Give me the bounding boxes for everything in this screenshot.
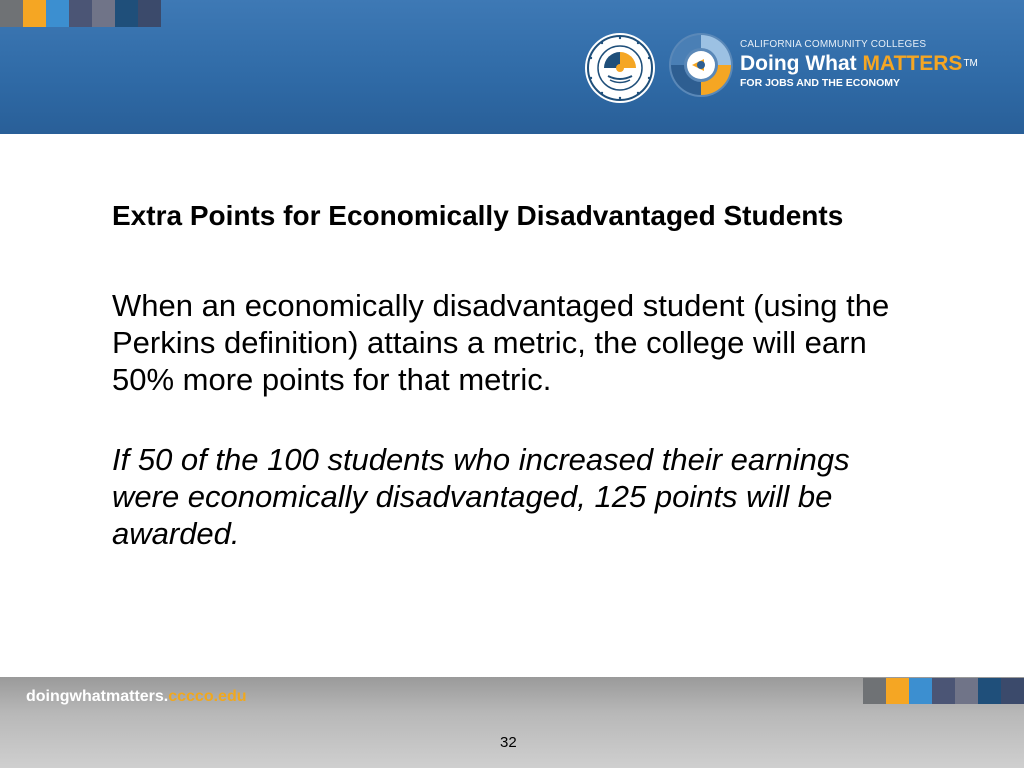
page-number: 32 <box>500 734 517 751</box>
color-square <box>978 678 1001 704</box>
footer-url-prefix: doingwhatmatters. <box>26 688 169 705</box>
color-square <box>863 678 886 704</box>
color-square <box>92 0 115 27</box>
top-color-squares <box>0 0 161 27</box>
color-square <box>0 0 23 27</box>
brand-word-what: What <box>805 52 857 75</box>
example-paragraph: If 50 of the 100 students who increased their earnings were economically disadvantaged, 125 points will be awarded. <box>112 442 850 551</box>
color-square <box>1001 678 1024 704</box>
footer-url-domain: cccco.edu <box>168 688 247 705</box>
brand-wordmark <box>740 39 978 90</box>
color-square <box>115 0 138 27</box>
california-community-colleges-seal-icon <box>584 32 656 104</box>
color-square <box>909 678 932 704</box>
brand-tagline-top: CALIFORNIA COMMUNITY COLLEGES <box>740 39 927 50</box>
color-square <box>23 0 46 27</box>
brand-tagline-bottom: FOR JOBS AND THE ECONOMY <box>740 77 901 89</box>
brand-name <box>740 52 978 76</box>
trademark-mark: TM <box>963 58 978 69</box>
slide-content <box>112 197 912 552</box>
footer-url[interactable] <box>26 688 247 706</box>
color-square <box>932 678 955 704</box>
footer-band <box>0 677 1024 768</box>
body-paragraph: When an economically disadvantaged student (using the Perkins definition) attains a metric, the college will earn 50% more points for that metric. <box>112 288 890 397</box>
header-band <box>0 0 1024 134</box>
footer-color-squares <box>863 678 1024 704</box>
brand-word-matters: MATTERS <box>862 52 963 75</box>
slide-title: Extra Points for Economically Disadvantaged Students <box>112 200 844 231</box>
brand-word-doing: Doing <box>740 52 800 75</box>
color-square <box>955 678 978 704</box>
color-square <box>886 678 909 704</box>
doing-what-matters-logo-icon <box>668 32 734 98</box>
color-square <box>46 0 69 27</box>
color-square <box>69 0 92 27</box>
color-square <box>138 0 161 27</box>
